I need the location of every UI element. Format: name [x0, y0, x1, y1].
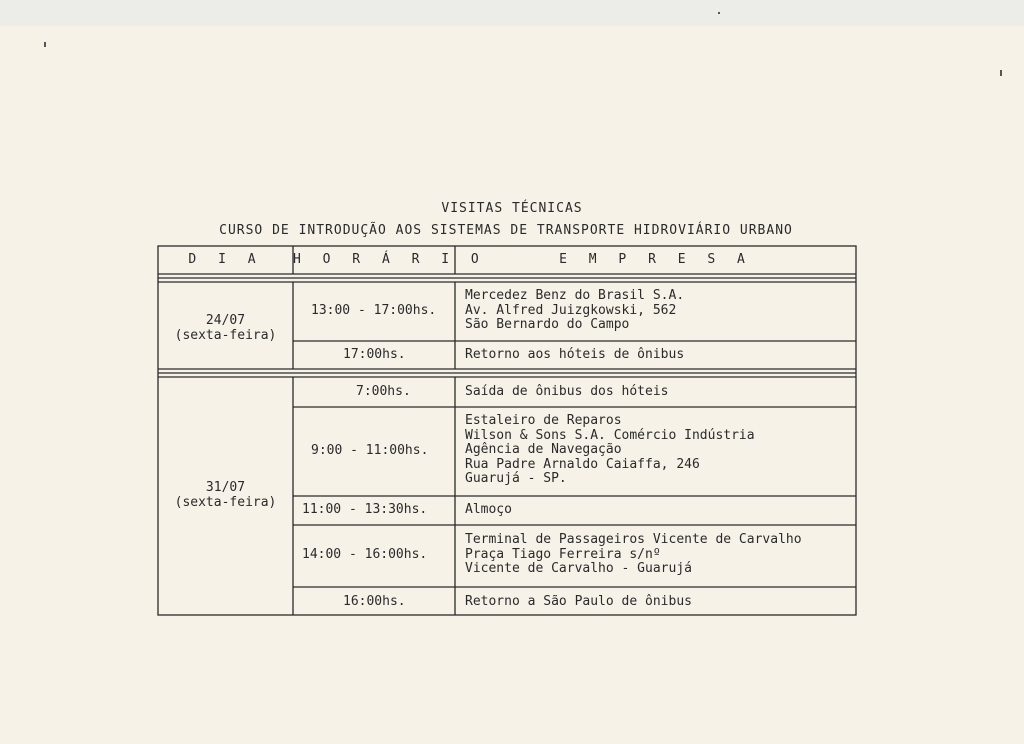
row-7-time: 16:00hs. [343, 594, 406, 609]
header-horario: H O R Á R I O [293, 252, 486, 267]
header-dia: D I A [188, 252, 263, 267]
row-3-company: Saída de ônibus dos hóteis [465, 384, 669, 399]
row-5-time: 11:00 - 13:30hs. [302, 502, 428, 517]
row-4-company: Estaleiro de Reparos Wilson & Sons S.A. Comércio Indústria Agência de Navegação Rua Padre Arnaldo Caiaffa, 246 Guarujá - SP. [465, 413, 755, 487]
row-4-time: 9:00 - 11:00hs. [311, 443, 429, 458]
header-empresa: E M P R E S A [559, 252, 752, 267]
row-1-company: Mercedez Benz do Brasil S.A. Av. Alfred Juizgkowski, 562 São Bernardo do Campo [465, 288, 685, 333]
row-3-time: 7:00hs. [356, 384, 411, 399]
row-6-time: 14:00 - 16:00hs. [302, 547, 428, 562]
day-1-date: 24/07 [205, 313, 246, 328]
page-subtitle: CURSO DE INTRODUÇÃO AOS SISTEMAS DE TRANSPORTE HIDROVIÁRIO URBANO [219, 223, 793, 238]
row-2-company: Retorno aos hóteis de ônibus [465, 347, 685, 362]
page-title: VISITAS TÉCNICAS [441, 201, 583, 216]
day-2-date: 31/07 [205, 480, 246, 495]
row-6-company: Terminal de Passageiros Vicente de Carvalho Praça Tiago Ferreira s/nº Vicente de Carvalho - Guarujá [465, 532, 802, 577]
day-2-weekday: (sexta-feira) [174, 495, 277, 510]
row-5-company: Almoço [465, 502, 512, 517]
day-1-weekday: (sexta-feira) [174, 328, 277, 343]
row-2-time: 17:00hs. [343, 347, 406, 362]
row-7-company: Retorno a São Paulo de ônibus [465, 594, 692, 609]
row-1-time: 13:00 - 17:00hs. [311, 303, 437, 318]
